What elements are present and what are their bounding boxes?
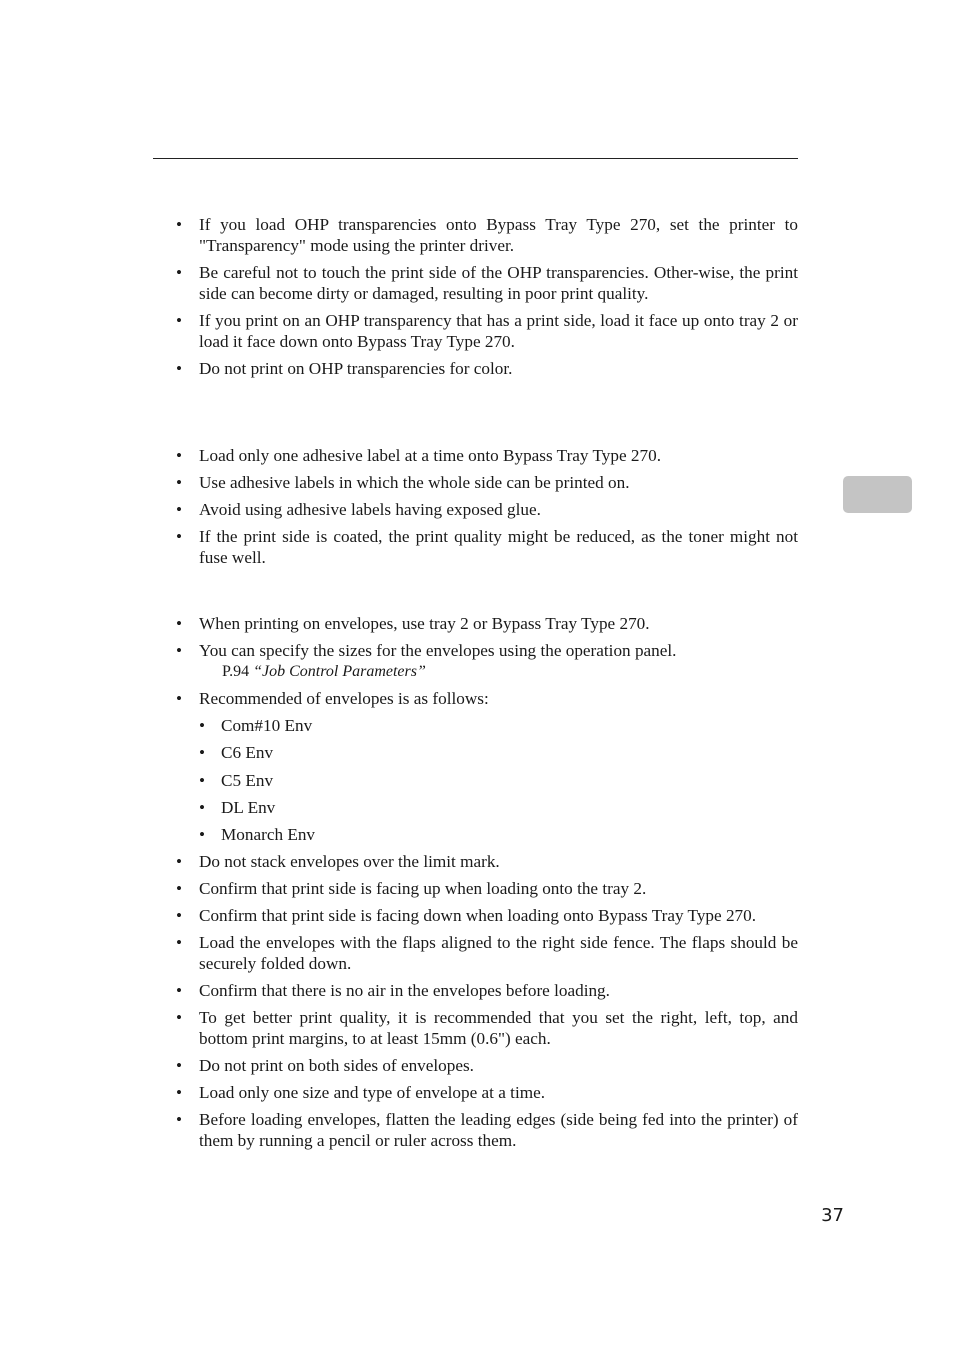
page-number: 37 <box>821 1205 844 1226</box>
bullet-icon: • <box>176 1110 183 1130</box>
bullet-icon: • <box>176 906 183 926</box>
list-item <box>176 1007 798 1049</box>
envelope-type-item <box>199 770 798 791</box>
item-text: Load only one adhesive label at a time onto Bypass Tray Type 270. <box>199 446 661 465</box>
item-text: To get better print quality, it is recommended that you set the right, left, top, and bottom print margins, to at least 15mm (0.6") each. <box>199 1008 798 1049</box>
list-item <box>176 980 798 1001</box>
item-text: Load only one size and type of envelope at a time. <box>199 1083 546 1103</box>
item-text: Do not print on both sides of envelopes. <box>199 1056 474 1076</box>
item-text: Do not print on OHP transparencies for color. <box>199 359 513 378</box>
item-text: If the print side is coated, the print quality might be reduced, as the toner might not fuse well. <box>199 527 798 567</box>
bullet-icon: • <box>176 215 183 234</box>
bullet-icon: • <box>176 981 183 1001</box>
list-item <box>176 358 798 379</box>
envelope-type-item <box>199 824 798 845</box>
item-text: Confirm that there is no air in the envelopes before loading. <box>199 981 610 1001</box>
bullet-icon: • <box>176 641 183 660</box>
bullet-icon: • <box>176 473 183 492</box>
bullet-icon: • <box>176 614 183 633</box>
item-text: If you print on an OHP transparency that has a print side, load it face up onto tray 2 or load it face down onto Bypass Tray Type 270. <box>199 311 798 351</box>
item-text: If you load OHP transparencies onto Bypass Tray Type 270, set the printer to "Transparency" mode using the printer driver. <box>199 215 798 255</box>
envelope-type-item <box>199 742 798 763</box>
reference-page: P.94 <box>222 663 250 680</box>
item-text: You can specify the sizes for the envelopes using the operation panel. <box>199 641 677 660</box>
list-item <box>176 640 798 682</box>
list-item <box>176 1055 798 1076</box>
envelope-type-list <box>199 715 798 845</box>
list-item <box>176 445 798 466</box>
list-item <box>176 932 798 974</box>
list-item <box>176 1109 798 1151</box>
list-item <box>176 905 798 926</box>
header-rule <box>153 158 798 159</box>
bullet-icon: • <box>176 852 183 872</box>
item-text: Before loading envelopes, flatten the leading edges (side being fed into the printer) of them by running a pencil or ruler across them. <box>199 1110 798 1151</box>
envelope-type: Com#10 Env <box>221 716 313 735</box>
envelope-type: C5 Env <box>221 770 274 790</box>
bullet-icon: • <box>199 797 206 817</box>
list-item <box>176 310 798 352</box>
bullet-icon: • <box>176 879 183 899</box>
envelope-notes <box>176 613 798 1157</box>
adhesive-label-notes <box>176 445 798 574</box>
bullet-icon: • <box>176 263 183 282</box>
item-text: Be careful not to touch the print side of the OHP transparencies. Other-wise, the print side can become dirty or damaged, resulting in poor print quality. <box>199 263 798 303</box>
envelope-type: C6 Env <box>221 743 274 763</box>
item-text: Confirm that print side is facing up when loading onto the tray 2. <box>199 879 647 899</box>
item-text: Recommended of envelopes is as follows: <box>199 689 489 708</box>
list-item <box>176 851 798 872</box>
bullet-icon: • <box>176 500 183 519</box>
bullet-icon: • <box>176 446 183 465</box>
ohp-transparency-notes <box>176 214 798 385</box>
bullet-icon: • <box>199 716 206 735</box>
item-text: Confirm that print side is facing down when loading onto Bypass Tray Type 270. <box>199 906 757 926</box>
list-item <box>176 472 798 493</box>
bullet-icon: • <box>176 1083 183 1103</box>
list-item <box>176 499 798 520</box>
list-item <box>176 262 798 304</box>
list-item <box>176 214 798 256</box>
item-text: When printing on envelopes, use tray 2 or Bypass Tray Type 270. <box>199 614 650 633</box>
item-text: Use adhesive labels in which the whole side can be printed on. <box>199 473 630 492</box>
item-text: Do not stack envelopes over the limit mark. <box>199 852 500 872</box>
list-item <box>176 526 798 568</box>
bullet-icon: • <box>176 1056 183 1076</box>
envelope-type: Monarch Env <box>221 825 316 845</box>
chapter-tab <box>843 476 912 513</box>
bullet-icon: • <box>176 359 183 378</box>
item-text: Load the envelopes with the flaps aligned to the right side fence. The flaps should be securely folded down. <box>199 933 798 974</box>
bullet-icon: • <box>176 311 183 330</box>
envelope-type: DL Env <box>221 797 276 817</box>
bullet-icon: • <box>176 689 183 708</box>
bullet-icon: • <box>176 933 183 953</box>
bullet-icon: • <box>199 770 206 790</box>
list-item <box>176 1082 798 1103</box>
bullet-icon: • <box>199 743 206 763</box>
cross-reference-link[interactable] <box>176 661 798 682</box>
list-item <box>176 613 798 634</box>
reference-title: “Job Control Parameters” <box>253 663 426 680</box>
envelope-type-item <box>199 715 798 736</box>
bullet-icon: • <box>176 1008 183 1028</box>
bullet-icon: • <box>176 527 183 546</box>
item-text: Avoid using adhesive labels having exposed glue. <box>199 500 541 519</box>
envelope-type-item <box>199 797 798 818</box>
bullet-icon: • <box>199 825 206 845</box>
list-item <box>176 878 798 899</box>
list-item <box>176 688 798 845</box>
